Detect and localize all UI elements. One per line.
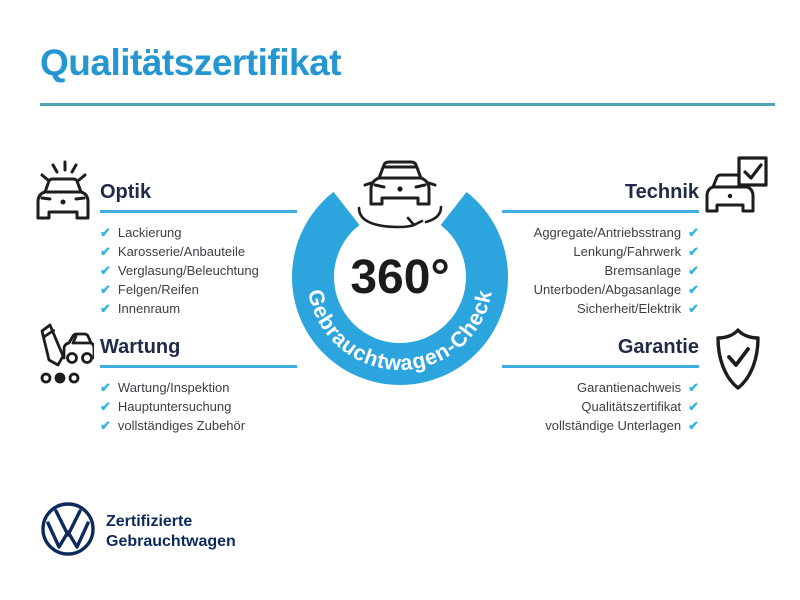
- badge-ring-label-text: Gebrauchtwagen-Check: [302, 286, 497, 376]
- section-optik-list: [100, 223, 297, 318]
- car-360-rotation-icon: [359, 162, 441, 227]
- list-item-label: Karosserie/Anbauteile: [117, 244, 246, 259]
- dot-1: [42, 374, 50, 382]
- list-item-label: Qualitätszertifikat: [581, 399, 682, 414]
- check-icon: ✔: [100, 399, 111, 414]
- car-emblem-dot: [397, 186, 402, 191]
- check-icon: ✔: [688, 301, 699, 316]
- shield-check: [729, 349, 748, 365]
- check-icon: ✔: [688, 418, 699, 433]
- section-garantie: [502, 336, 699, 435]
- check-icon: ✔: [688, 263, 699, 278]
- shield-outline: [718, 330, 758, 388]
- vw-logo: [40, 501, 96, 557]
- list-item: [502, 242, 699, 261]
- list-item-label: Wartung/Inspektion: [117, 380, 230, 395]
- check-icon: ✔: [100, 301, 111, 316]
- section-technik-title: Technik: [624, 181, 699, 203]
- car-headlights: [42, 198, 84, 199]
- pencil-car-checklist-icon: [30, 318, 94, 390]
- list-item-label: Bremsanlage: [604, 263, 682, 278]
- list-item: [502, 378, 699, 397]
- footer-claim-line1: Zertifizierte: [106, 513, 193, 530]
- list-item: [502, 261, 699, 280]
- car-windshield: [45, 179, 81, 192]
- list-item-label: Verglasung/Beleuchtung: [117, 263, 259, 278]
- checkbox: [739, 158, 766, 185]
- list-item-label: Garantienachweis: [577, 380, 682, 395]
- list-item: [502, 299, 699, 318]
- rotation-arc-left: [359, 208, 414, 227]
- list-item-label: Lenkung/Fahrwerk: [573, 244, 682, 259]
- check-icon: ✔: [688, 399, 699, 414]
- section-wartung-title: Wartung: [100, 336, 181, 358]
- list-item: [502, 416, 699, 435]
- check-icon: ✔: [100, 225, 111, 240]
- list-item: [502, 223, 699, 242]
- section-technik-rule: [502, 210, 699, 213]
- check-icon: ✔: [100, 380, 111, 395]
- section-optik-rule: [100, 210, 297, 213]
- car-checkbox-icon: [703, 155, 769, 231]
- shining-car-icon: [32, 158, 94, 232]
- list-item: [502, 397, 699, 416]
- list-item-label: Felgen/Reifen: [117, 282, 199, 297]
- badge-degrees: 360°: [350, 251, 450, 304]
- car-emblem-dot: [728, 194, 732, 198]
- list-item: [100, 242, 297, 261]
- list-item-label: Hauptuntersuchung: [117, 399, 232, 414]
- list-item: [100, 280, 297, 299]
- dot-2: [56, 374, 64, 382]
- section-garantie-title: Garantie: [617, 336, 699, 358]
- car-emblem-dot: [61, 200, 66, 205]
- section-technik-list: [502, 223, 699, 318]
- list-item: [502, 280, 699, 299]
- check-icon: ✔: [100, 282, 111, 297]
- rotation-arrowhead: [408, 218, 422, 225]
- list-item: [100, 223, 297, 242]
- list-item: [100, 261, 297, 280]
- list-item: [100, 299, 297, 318]
- check-icon: ✔: [100, 263, 111, 278]
- list-item-label: vollständige Unterlagen: [545, 418, 682, 433]
- page-title: Qualitätszertifikat: [40, 42, 341, 83]
- list-item-label: Aggregate/Antriebsstrang: [533, 225, 682, 240]
- check-icon: ✔: [688, 244, 699, 259]
- check-icon: ✔: [100, 244, 111, 259]
- check-icon: ✔: [688, 282, 699, 297]
- car-body: [38, 192, 88, 218]
- badge-360: [278, 128, 522, 398]
- rotation-arc-right: [426, 207, 441, 222]
- list-item-label: Innenraum: [117, 301, 181, 316]
- section-garantie-rule: [502, 365, 699, 368]
- section-technik: [502, 181, 699, 318]
- list-item: [100, 397, 297, 416]
- section-wartung-list: [100, 378, 297, 435]
- footer-claim: [106, 512, 236, 552]
- car-wheel-left: [68, 354, 77, 363]
- list-item: [100, 378, 297, 397]
- check-icon: ✔: [688, 380, 699, 395]
- shield-check-icon: [712, 326, 764, 394]
- list-item-label: Lackierung: [117, 225, 182, 240]
- dot-3: [70, 374, 78, 382]
- list-item-label: vollständiges Zubehör: [117, 418, 246, 433]
- section-optik-title: Optik: [100, 181, 152, 203]
- check-icon: ✔: [100, 418, 111, 433]
- section-optik: [100, 181, 297, 318]
- list-item: [100, 416, 297, 435]
- ray-lines: [42, 162, 85, 180]
- rotation-arrow: [359, 207, 441, 227]
- car-windshield: [379, 162, 421, 178]
- footer-claim-line2: Gebrauchtwagen: [106, 533, 236, 550]
- list-item-label: Sicherheit/Elektrik: [577, 301, 682, 316]
- check-icon: ✔: [688, 225, 699, 240]
- section-wartung: [100, 336, 297, 435]
- section-wartung-rule: [100, 365, 297, 368]
- car-wheel-right: [83, 354, 92, 363]
- car-body: [707, 187, 753, 211]
- section-garantie-list: [502, 378, 699, 435]
- vw-logo-w: [48, 523, 88, 547]
- title-divider: [40, 103, 775, 106]
- list-item-label: Unterboden/Abgasanlage: [533, 282, 682, 297]
